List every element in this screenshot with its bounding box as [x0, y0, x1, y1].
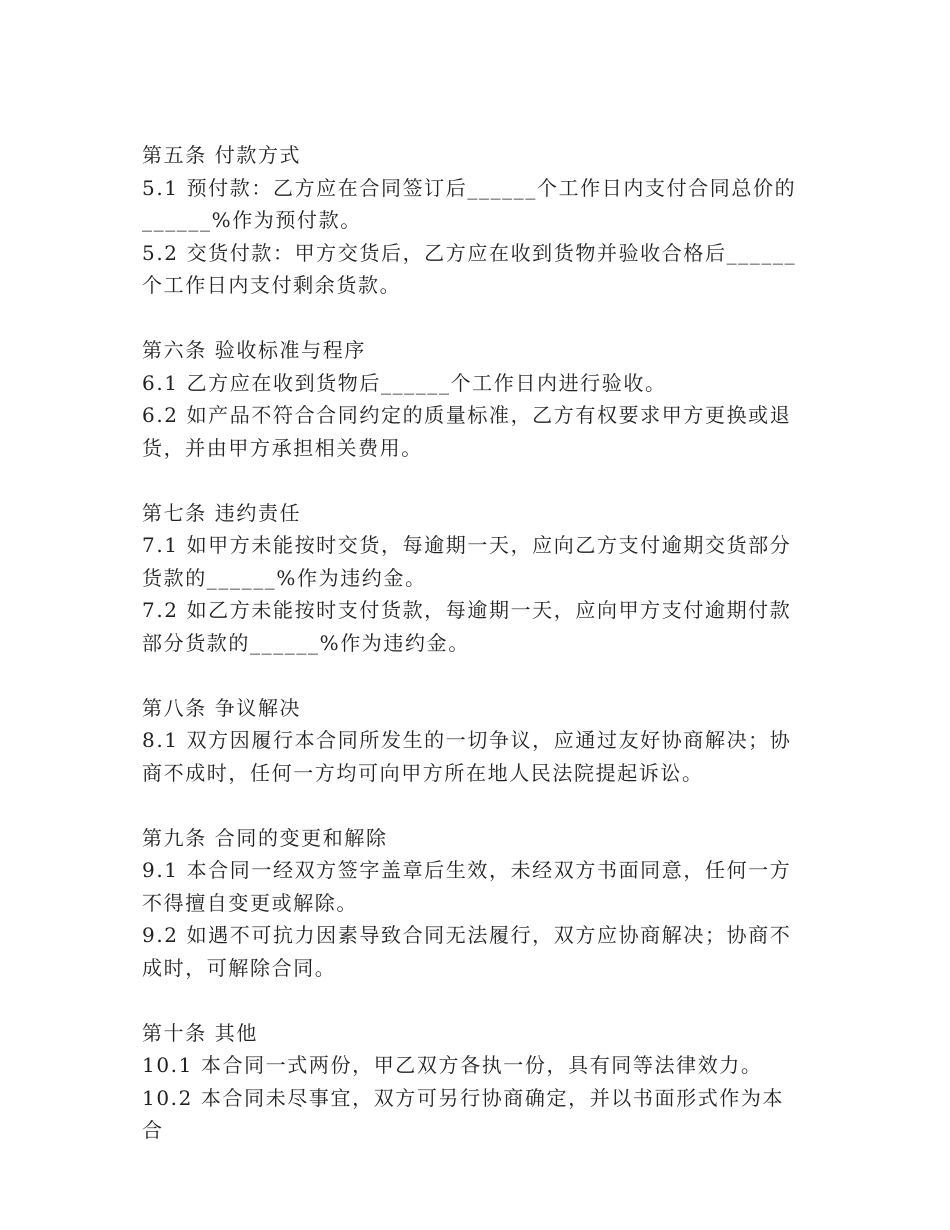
clause-6-1: 6.1 乙方应在收到货物后______个工作日内进行验收。: [142, 370, 667, 395]
article-heading: 第八条 争议解决: [142, 695, 302, 720]
clause-10-2: 10.2 本合同未尽事宜，双方可另行协商确定，并以书面形式作为本合: [142, 1085, 785, 1142]
clause-8-1: 8.1 双方因履行本合同所发生的一切争议，应通过友好协商解决；协商不成时，任何一方均可向甲方所在地人民法院提起诉讼。: [142, 728, 792, 785]
clause-5-2: 5.2 交货付款：甲方交货后，乙方应在收到货物并验收合格后______个工作日内支付剩余货款。: [142, 240, 797, 297]
article-heading: 第九条 合同的变更和解除: [142, 825, 388, 850]
article-9-amendment: [142, 822, 802, 985]
clause-10-1: 10.1 本合同一式两份，甲乙双方各执一份，具有同等法律效力。: [142, 1053, 763, 1077]
contract-body: [142, 139, 802, 1147]
clause-9-2: 9.2 如遇不可抗力因素导致合同无法履行，双方应协商解决；协商不成时，可解除合同。: [142, 923, 792, 980]
article-heading: 第七条 违约责任: [142, 500, 302, 525]
article-5-payment: [142, 139, 802, 302]
clause-5-1: 5.1 预付款：乙方应在合同签订后______个工作日内支付合同总价的______%作为预付款。: [142, 175, 797, 232]
clause-7-1: 7.1 如甲方未能按时交货，每逾期一天，应向乙方支付逾期交货部分货款的______%作为违约金。: [142, 533, 792, 590]
clause-6-2: 6.2 如产品不符合合同约定的质量标准，乙方有权要求甲方更换或退货，并由甲方承担相关费用。: [142, 403, 792, 460]
article-heading: 第六条 验收标准与程序: [142, 338, 366, 362]
clause-7-2: 7.2 如乙方未能按时支付货款，每逾期一天，应向甲方支付逾期付款部分货款的______%作为违约金。: [142, 598, 792, 655]
article-heading: 第十条 其他: [142, 1020, 258, 1045]
article-6-acceptance: [142, 334, 802, 464]
article-10-other: [142, 1017, 802, 1147]
article-heading: 第五条 付款方式: [142, 143, 302, 167]
article-8-disputes: [142, 692, 802, 790]
article-7-liability: [142, 497, 802, 660]
clause-9-1: 9.1 本合同一经双方签字盖章后生效，未经双方书面同意，任何一方不得擅自变更或解除。: [142, 858, 792, 915]
